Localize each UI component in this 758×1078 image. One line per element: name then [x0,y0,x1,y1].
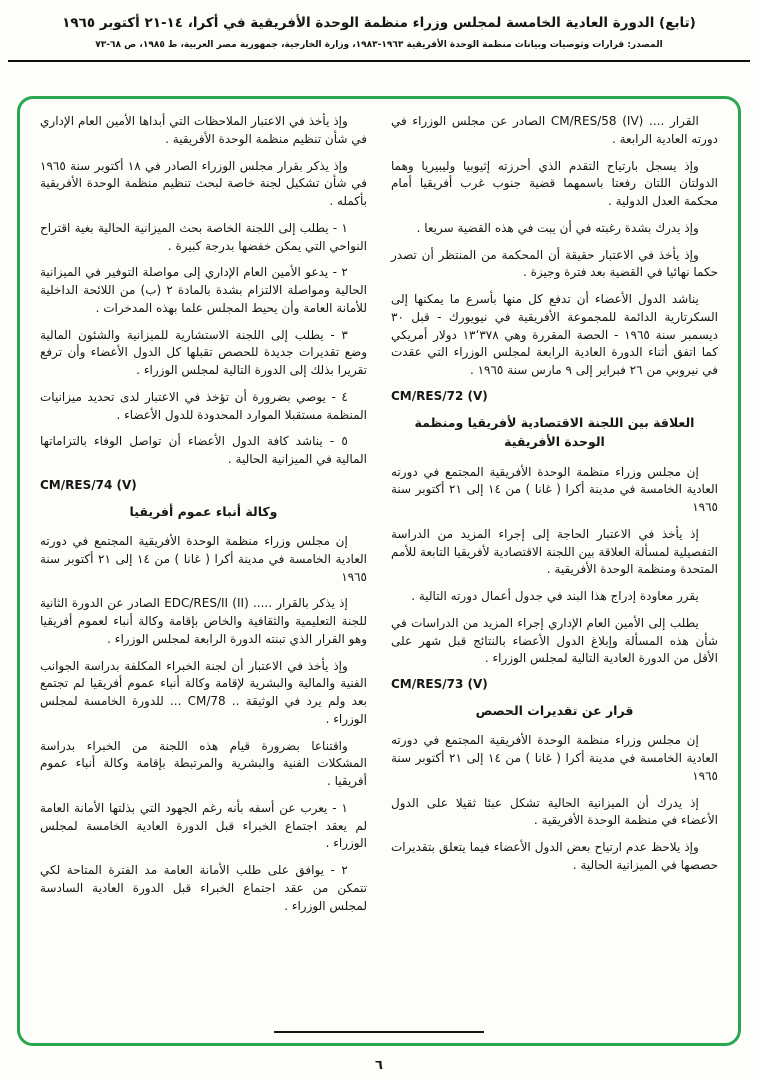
paragraph: ٤ - يوصي بضرورة أن تؤخذ في الاعتبار لدى تحديد ميزانيات المنظمة مستقبلا الموارد المحدودة للدول الأعضاء . [40,389,367,422]
page-header [0,0,758,62]
paragraph: يطلب إلى الأمين العام الإداري إجراء المزيد من الدراسات في شأن هذه المسألة وإبلاغ الدول الأعضاء بالنتائج قبل شهر على الأقل من الدورة العادية التالية لمجلس الوزراء . [391,615,718,666]
content-frame [17,96,741,1046]
paragraph: ١ - يعرب عن أسفه بأنه رغم الجهود التي بذلتها الأمانة العامة لم يعقد اجتماع الخبراء قبل الدورة العادية الخامسة لمجلس الوزراء . [40,800,367,851]
paragraph: ١ - يطلب إلى اللجنة الخاصة بحث الميزانية الحالية بغية اقتراح النواحي التي يمكن خفضها بدرجة كبيرة . [40,220,367,253]
paragraph: إن مجلس وزراء منظمة الوحدة الأفريقية المجتمع في دورته العادية الخامسة في مدينة أكرا ( غانا ) من ١٤ إلى ٢١ أكتوبر سنة ١٩٦٥ [40,534,367,584]
paragraph: إذ يذكر بالقرار ..... EDC/RES/II (II) الصادر عن الدورة الثانية للجنة التعليمية والثقافية والخاص بإقامة وكالة أنباء لعموم أفريقيا وهو القرار الذي تبنته الدورة الرابعة لمجلس الوزراء . [40,596,367,646]
paragraph: إن مجلس وزراء منظمة الوحدة الأفريقية المجتمع في دورته العادية الخامسة في مدينة أكرا ( غانا ) من ١٤ إلى ٢١ أكتوبر سنة ١٩٦٥ [391,733,718,783]
paragraph: ٥ - يناشد كافة الدول الأعضاء أن تواصل الوفاء بالتزاماتها المالية في الميزانية الحالية . [40,434,367,466]
paragraph: ٣ - يطلب إلى اللجنة الاستشارية للميزانية والشئون المالية وضع تقديرات جديدة للحصص تقبلها كل الدول الأعضاء وأن ترفع تقريرا بذلك إلى الدورة التالية لمجلس الوزراء . [40,327,367,377]
paragraph: ٢ - يدعو الأمين العام الإداري إلى مواصلة التوفير في الميزانية الحالية ومواصلة الالتزام بشدة بالمادة ٢ (ب) من اللائحة الداخلية للأمانة العامة وأن يحيط المجلس علما بهذه المدخرات . [40,265,368,315]
footer-divider [274,1031,484,1033]
paragraph: وإذ يأخذ في الاعتبار أن لجنة الخبراء المكلفة بدراسة الجوانب الفنية والمالية والبشرية لإقامة وكالة أنباء عموم أفريقيا لم تجتمع بعد ولم يرد في الوثيقة .. CM/78 ... للدورة الخامسة لمجلس الوزراء . [40,658,368,726]
paragraph: وإذ يدرك بشدة رغبته في أن يبت في هذه القضية سريعا . [416,220,699,235]
paragraph: يقرر معاودة إدراج هذا البند في جدول أعمال دورته التالية . [411,589,699,603]
paragraph: يناشد الدول الأعضاء أن تدفع كل منها بأسرع ما يمكنها إلى السكرتارية الدائمة للمجموعة الأفريقية في نيويورك - قبل ٣٠ ديسمبر سنة ١٩٦٥ - الحصة المقررة وهي ١٣٬٣٧٨ دولار أمريكي كما اتفق أثناء الدورة العادية الرابعة لمجلس الوزراء التي عقدت في نيروبي من ٢٦ فبراير إلى ٩ مارس سنة ١٩٦٥ . [391,292,718,377]
paragraph: واقتناعا بضرورة قيام هذه اللجنة من الخبراء بدراسة المشكلات الفنية والبشرية والمرتبطة بإقامة وكالة أنباء عموم أفريقيا . [40,738,367,789]
paragraph: وإذ يأخذ في الاعتبار حقيقة أن المحكمة من المنتظر أن تصدر حكما نهائيا في القضية بعد فترة وجيزة . [391,247,718,280]
resolution-title: قرار عن تقديرات الحصص [475,703,634,718]
resolution-code: CM/RES/73 (V) [391,677,488,691]
resolution-title: وكالة أنباء عموم أفريقيا [129,503,278,519]
paragraph: إذ يأخذ في الاعتبار الحاجة إلى إجراء المزيد من الدراسة التفصيلية لمسألة العلاقة بين اللجنة الاقتصادية لأفريقيا التابعة للأمم المتحدة ومنظمة الوحدة الأفريقية . [391,526,718,577]
paragraph: وإذ يسجل بارتياح التقدم الذي أحرزته إثيوبيا وليبيريا وهما الدولتان اللتان رفعتا باسمهما قضية جنوب غرب أفريقيا أمام محكمة العدل الدولية . [391,158,718,208]
header-title: (تابع) الدورة العادية الخامسة لمجلس وزراء منظمة الوحدة الأفريقية في أكرا، ١٤-٢١ أكتوبر ١٩٦٥ [62,15,696,31]
resolution-title: العلاقة بين اللجنة الاقتصادية لأفريقيا ومنظمة الوحدة الأفريقية [414,414,695,450]
paragraph: وإذ يذكر بقرار مجلس الوزراء الصادر في ١٨ أكتوبر سنة ١٩٦٥ في شأن تشكيل لجنة خاصة لبحث تنظيم منظمة الوحدة الأفريقية بأكمله . [40,158,367,208]
header-divider [8,60,750,62]
paragraph: إذ يدرك أن الميزانية الحالية تشكل عبئا ثقيلا على الدول الأعضاء في منظمة الوحدة الأفريقية . [391,795,718,828]
page-number: ٦ [375,1058,383,1073]
paragraph: وإذ يأخذ في الاعتبار الملاحظات التي أبداها الأمين العام الإداري في شأن تنظيم منظمة الوحدة الأفريقية . [40,114,367,146]
content-columns [40,113,718,1027]
resolution-code: CM/RES/74 (V) [40,477,137,492]
column-left [40,113,367,1027]
paragraph: وإذ يلاحظ عدم ارتياح بعض الدول الأعضاء فيما يتعلق بتقديرات حصصها في الميزانية الحالية . [391,840,718,872]
header-source-line: المصدر: قرارات وتوصيات وبيانات منظمة الوحدة الأفريقية ١٩٦٣-١٩٨٣، وزارة الخارجية، جمهورية مصر العربية، ط ١٩٨٥، ص ٦٨-٧٣ [95,40,663,50]
paragraph: ٢ - يوافق على طلب الأمانة العامة مد الفترة المتاحة لكي تتمكن من عقد اجتماع الخبراء قبل الدورة العادية السادسة لمجلس الوزراء . [40,863,367,913]
resolution-code: CM/RES/72 (V) [391,388,488,403]
paragraph: القرار .... CM/RES/58 (IV) الصادر عن مجلس الوزراء في دورته العادية الرابعة . [391,114,718,146]
column-right [391,113,718,1027]
paragraph: إن مجلس وزراء منظمة الوحدة الأفريقية المجتمع في دورته العادية الخامسة في مدينة أكرا ( غانا ) من ١٤ إلى ٢١ أكتوبر سنة ١٩٦٥ [391,464,718,514]
